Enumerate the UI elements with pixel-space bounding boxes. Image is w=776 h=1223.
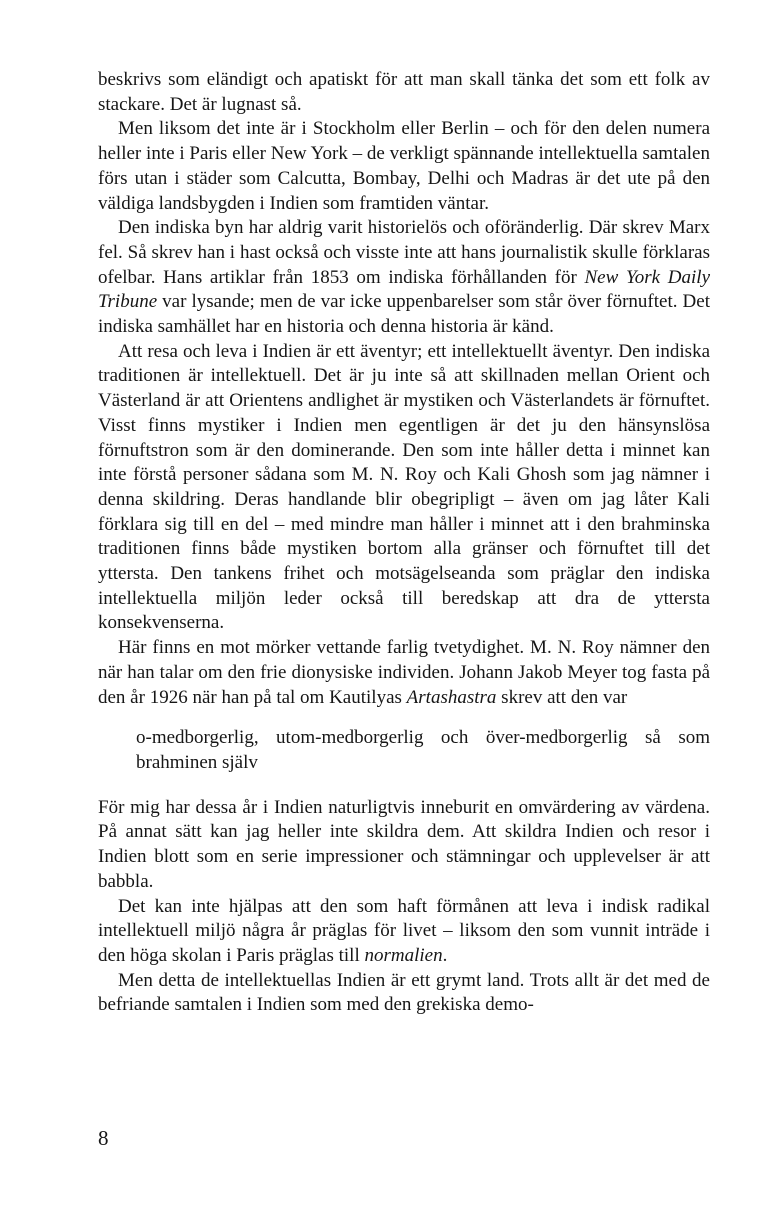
block-quote: o-medborgerlig, utom-medborgerlig och över-medborgerlig så som brahminen själv xyxy=(136,727,710,773)
normalien-term: normalien xyxy=(364,944,443,966)
newspaper-title: New York Daily Tribune xyxy=(98,266,711,313)
paragraph-3-part-2: var lysande; men de var icke uppenbarelser som står över förnuftet. Det indiska samhället har en historia och denna historia är känd. xyxy=(98,291,710,338)
page-number: 8 xyxy=(98,1126,109,1150)
paragraph-7-part-1: Det kan inte hjälpas att den som haft förmånen att leva i indisk radikal intellektuell miljö några år präglas för livet – liksom den som vunnit inträde i den höga skolan i Paris präglas till xyxy=(98,895,710,966)
paragraph-7 xyxy=(98,895,710,969)
paragraph-7-part-2: . xyxy=(442,944,448,966)
book-title: Artashastra xyxy=(406,686,497,708)
paragraph-5-part-2: skrev att den var xyxy=(496,686,628,708)
paragraph-2: Men liksom det inte är i Stockholm eller Berlin – och för den delen numera heller inte i Paris eller New York – de verkligt spännande intellektuella samtalen förs utan i städer som Calcutta, Bombay, Delhi och Madras är det ute på den väldiga landsbygden i Indien som framtiden väntar. xyxy=(98,118,710,214)
paragraph-6: För mig har dessa år i Indien naturligtvis inneburit en omvärdering av värdena. På annat sätt kan jag heller inte skildra dem. Att skildra Indien och resor i Indien blott som en serie impressioner och stämningar och upplevelser är att babbla. xyxy=(98,796,710,892)
paragraph-8: Men detta de intellektuellas Indien är ett grymt land. Trots allt är det med de befriande samtalen i Indien som med den grekiska demo- xyxy=(98,969,710,1016)
page-body xyxy=(98,68,710,1018)
paragraph-3-part-1: Den indiska byn har aldrig varit historielös och oföränderlig. Där skrev Marx fel. Så skrev han i hast också och visste inte att hans journalistik skulle förklaras ofelbar. Hans artiklar från 1853 om indiska förhållanden för xyxy=(98,217,710,288)
paragraph-3 xyxy=(98,216,710,340)
paragraph-5-part-1: Här finns en mot mörker vettande farlig tvetydighet. M. N. Roy nämner den när han talar om den frie dionysiske individen. Johann Jakob Meyer tog fasta på den år 1926 när han på tal om Kautilyas xyxy=(98,637,710,708)
paragraph-4: Att resa och leva i Indien är ett äventyr; ett intellektuellt äventyr. Den indiska traditionen är intellektuell. Det är ju inte så att skillnaden mellan Orient och Västerland är att Orientens andlighet är mystiken och Västerlandets är förnuftet. Visst finns mystiker i Indien men egentligen är det ju den hänsynslösa förnuftstron som är den dominerande. Den som inte håller detta i minnet kan inte förstå personer sådana som M. N. Roy och Kali Ghosh som jag nämner i denna skildring. Deras handlande blir obegripligt – även om jag låter Kali förklara sig till en del – med mindre man håller i minnet att i den brahminska traditionen finns både mystiken bortom alla gränser och förnuftet till det yttersta. Den tankens frihet och motsägelseanda som präglar den indiska intellektuella miljön leder också till beredskap att dra de yttersta konsekvenserna. xyxy=(98,340,710,634)
paragraph-5 xyxy=(98,636,710,710)
paragraph-1: beskrivs som eländigt och apatiskt för att man skall tänka det som ett folk av stackare. Det är lugnast så. xyxy=(98,69,710,115)
